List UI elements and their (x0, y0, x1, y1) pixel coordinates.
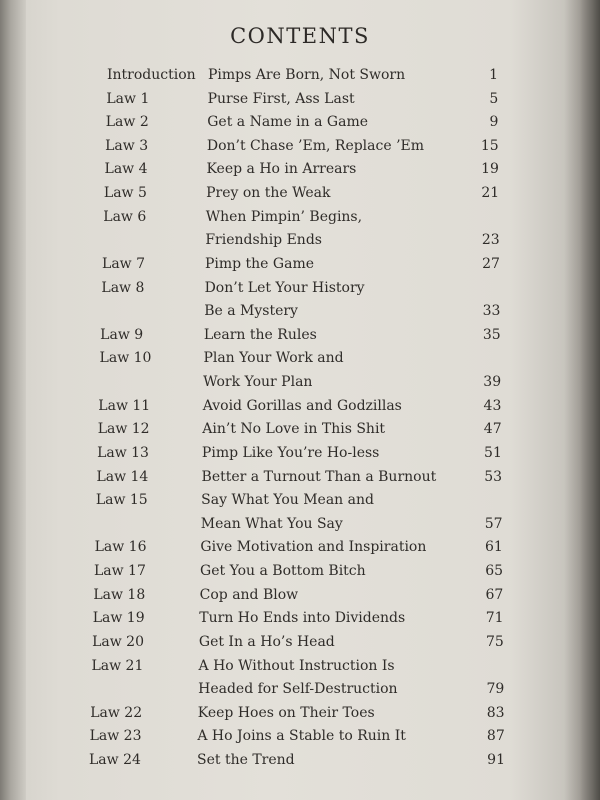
toc-entry-title: Ain’t No Love in This Shit (202, 421, 386, 438)
toc-entry-title: Avoid Gorillas and Godzillas (202, 397, 402, 414)
toc-entry (0, 303, 600, 325)
toc-entry (0, 185, 600, 207)
toc-entry-title: Get In a Ho’s Head (198, 633, 335, 650)
toc-entry-title: Keep Hoes on Their Toes (197, 704, 375, 721)
toc-entry-title: Set the Trend (197, 752, 295, 768)
toc-entry (0, 610, 600, 632)
toc-entry-page-number: 39 (483, 374, 502, 391)
toc-entry-label: Law 11 (98, 397, 151, 414)
toc-entry-page-number: 79 (486, 681, 505, 698)
toc-entry-page-number: 33 (482, 303, 501, 320)
toc-entry-title: Purse First, Ass Last (207, 90, 355, 107)
toc-entry-label: Law 12 (97, 421, 150, 438)
toc-entry-page-number: 53 (484, 468, 503, 485)
toc-entry-label: Law 15 (95, 492, 148, 509)
toc-entry-page-number: 67 (485, 586, 504, 603)
toc-entry (0, 705, 600, 727)
toc-entry-title: Say What You Mean and (201, 492, 374, 509)
toc-entry-page-number: 43 (483, 397, 502, 414)
toc-entry-title: Friendship Ends (205, 232, 322, 249)
toc-entry-title: Pimps Are Born, Not Sworn (208, 67, 406, 83)
toc-entry-page-number: 83 (486, 704, 505, 721)
toc-entry-page-number: 71 (485, 610, 504, 627)
toc-entry-title: Work Your Plan (203, 374, 313, 391)
toc-entry-label: Law 17 (93, 563, 146, 580)
toc-entry (0, 327, 600, 349)
toc-entry (0, 350, 600, 372)
toc-entry-label: Law 7 (102, 255, 146, 272)
toc-entry (0, 209, 600, 231)
toc-entry-title: Headed for Self-Destruction (198, 681, 398, 698)
toc-entry-page-number: 65 (485, 563, 504, 580)
toc-entry-title: Don’t Let Your History (204, 279, 365, 296)
toc-entry (0, 138, 600, 160)
toc-entry-title: Don’t Chase ’Em, Replace ’Em (206, 137, 425, 154)
toc-entry-label: Law 18 (93, 586, 146, 603)
toc-entry-label: Law 6 (103, 208, 147, 225)
toc-entry (0, 421, 600, 443)
toc-entry-page-number: 1 (489, 67, 498, 83)
toc-entry (0, 374, 600, 396)
toc-entry-title: Learn the Rules (203, 326, 317, 343)
toc-entry-label: Law 19 (92, 610, 145, 627)
toc-entry-page-number: 75 (485, 633, 504, 650)
toc-entry-label: Law 10 (99, 350, 152, 367)
toc-entry-title: Turn Ho Ends into Dividends (199, 610, 406, 627)
toc-entry (0, 445, 600, 467)
toc-entry-page-number: 91 (487, 752, 505, 768)
toc-entry-label: Law 14 (96, 468, 149, 485)
toc-entry-label: Law 4 (104, 161, 148, 178)
toc-entry-page-number: 87 (486, 728, 505, 745)
toc-entry-label: Law 16 (94, 539, 147, 556)
toc-entry-page-number: 27 (482, 255, 500, 272)
toc-entry-title: Cop and Blow (199, 586, 299, 603)
toc-entry-title: Get You a Bottom Bitch (200, 563, 366, 580)
toc-entry-label: Law 8 (101, 279, 145, 296)
toc-entry-page-number: 5 (489, 90, 499, 107)
toc-entry-title: A Ho Without Instruction Is (198, 657, 395, 674)
toc-entry-title: Get a Name in a Game (207, 114, 369, 131)
toc-entry-title: Better a Turnout Than a Burnout (201, 468, 437, 485)
toc-entry (0, 752, 600, 774)
toc-entry-label: Law 2 (105, 114, 149, 131)
toc-entry-title: Prey on the Weak (206, 185, 331, 202)
toc-entry (0, 516, 600, 538)
toc-entry (0, 114, 600, 136)
page-title: CONTENTS (230, 24, 370, 48)
toc-entry (0, 67, 600, 89)
toc-entry (0, 563, 600, 585)
toc-entry-page-number: 23 (481, 232, 500, 249)
toc-entry-label: Law 3 (105, 137, 149, 154)
toc-entry (0, 539, 600, 561)
toc-entry-label: Law 1 (106, 90, 150, 107)
toc-entry (0, 634, 600, 656)
toc-entry (0, 492, 600, 514)
toc-entry-page-number: 61 (484, 539, 503, 556)
toc-entry (0, 256, 600, 278)
toc-entry (0, 91, 600, 113)
toc-entry (0, 681, 600, 703)
toc-entry-page-number: 21 (481, 185, 500, 202)
toc-entry-title: When Pimpin’ Begins, (205, 208, 363, 225)
toc-entry-page-number: 57 (484, 515, 503, 532)
toc-entry (0, 728, 600, 750)
toc-entry-title: Give Motivation and Inspiration (200, 539, 427, 556)
toc-entry-title: Pimp the Game (204, 255, 315, 272)
toc-entry-title: Pimp Like You’re Ho-less (201, 444, 380, 461)
toc-entry-page-number: 15 (480, 137, 499, 154)
toc-entry-label: Law 21 (91, 657, 144, 674)
toc-entry-page-number: 51 (484, 444, 502, 461)
toc-entry (0, 587, 600, 609)
toc-entry-title: Be a Mystery (204, 303, 298, 320)
toc-entry-label: Law 23 (89, 728, 142, 745)
toc-entry (0, 232, 600, 254)
toc-entry-page-number: 47 (483, 421, 502, 438)
toc-entry (0, 161, 600, 183)
toc-entry-title: Plan Your Work and (203, 350, 344, 367)
toc-entry-label: Law 20 (92, 633, 144, 650)
toc-entry-label: Law 24 (89, 752, 141, 768)
toc-entry-page-number: 19 (481, 161, 499, 178)
toc-entry-title: Mean What You Say (200, 515, 343, 532)
toc-entry-label: Law 5 (103, 185, 147, 202)
toc-entry (0, 658, 600, 680)
toc-entry-label: Law 9 (100, 326, 144, 343)
toc-entry-label: Law 22 (90, 704, 143, 721)
toc-entry-page-number: 35 (482, 326, 501, 343)
toc-entry (0, 280, 600, 302)
toc-entry-title: Keep a Ho in Arrears (206, 161, 357, 178)
toc-entry (0, 469, 600, 491)
toc-entry (0, 398, 600, 420)
toc-entry-label: Introduction (107, 67, 196, 83)
toc-entry-page-number: 9 (489, 114, 499, 131)
toc-entry-label: Law 13 (97, 444, 149, 461)
toc-entry-title: A Ho Joins a Stable to Ruin It (197, 728, 406, 745)
